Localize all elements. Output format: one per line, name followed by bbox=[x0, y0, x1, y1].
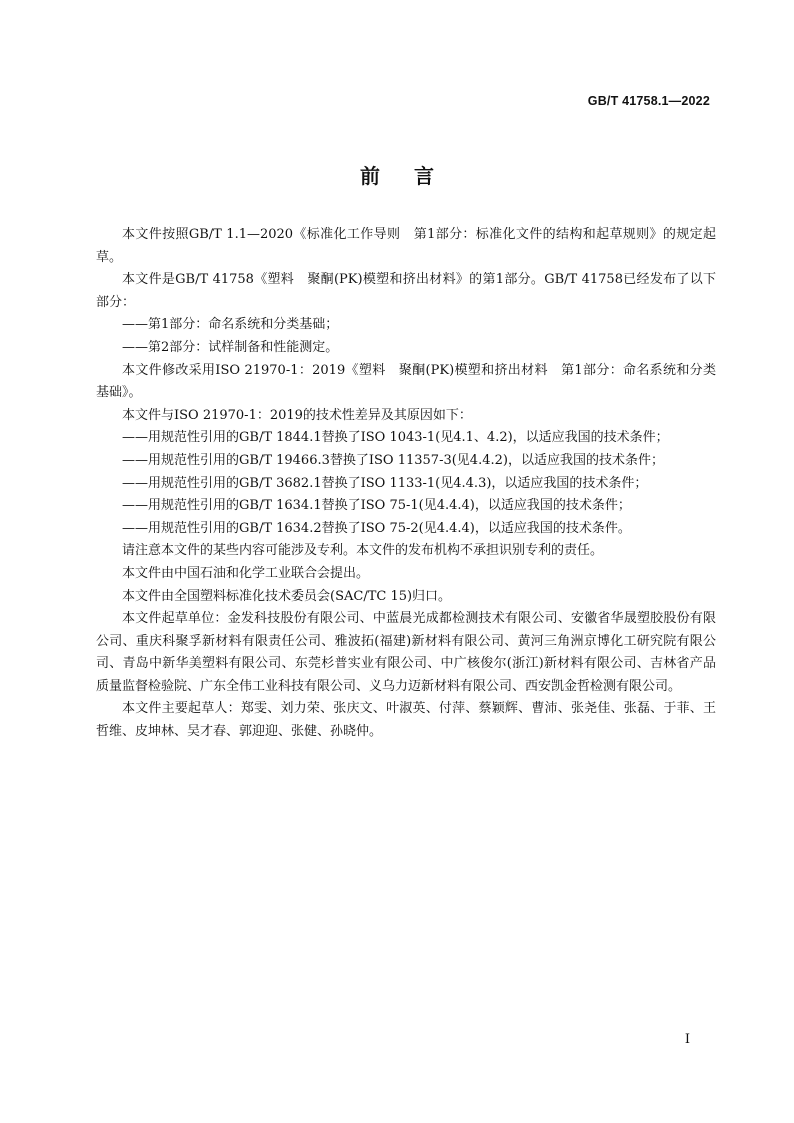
title-char-2: 言 bbox=[414, 164, 434, 188]
paragraph-drafting-rules: 本文件按照GB/T 1.1—2020《标准化工作导则 第1部分：标准化文件的结构和起草规则》的规定起草。 bbox=[96, 227, 716, 265]
list-item-difference-3: ——用规范性引用的GB/T 3682.1替换了ISO 1133-1(见4.4.3)，以适应我国的技术条件； bbox=[122, 475, 648, 491]
paragraph-patent-notice: 请注意本文件的某些内容可能涉及专利。本文件的发布机构不承担识别专利的责任。 bbox=[122, 543, 604, 559]
list-item-difference-5: ——用规范性引用的GB/T 1634.2替换了ISO 75-2(见4.4.4)，以适应我国的技术条件。 bbox=[122, 520, 631, 536]
page-title bbox=[0, 160, 794, 189]
list-item-difference-4: ——用规范性引用的GB/T 1634.1替换了ISO 75-1(见4.4.4)，以适应我国的技术条件； bbox=[122, 498, 631, 514]
list-item-part2: ——第2部分：试样制备和性能测定。 bbox=[122, 339, 339, 355]
list-item-difference-2: ——用规范性引用的GB/T 19466.3替换了ISO 11357-3(见4.4.2)，以适应我国的技术条件； bbox=[122, 452, 664, 468]
list-item-part1: ——第1部分：命名系统和分类基础； bbox=[122, 317, 339, 333]
paragraph-under-jurisdiction: 本文件由全国塑料标准化技术委员会(SAC/TC 15)归口。 bbox=[122, 588, 452, 604]
paragraph-series-parts: 本文件是GB/T 41758《塑料 聚酮(PK)模塑和挤出材料》的第1部分。GB/T 41758已经发布了以下部分： bbox=[96, 272, 716, 310]
paragraph-proposed-by: 本文件由中国石油和化学工业联合会提出。 bbox=[122, 565, 370, 581]
paragraph-drafting-organizations: 本文件起草单位：金发科技股份有限公司、中蓝晨光成都检测技术有限公司、安徽省华晟塑胶股份有限公司、重庆科聚孚新材料有限责任公司、雅波拓(福建)新材料有限公司、黄河三角洲京博化工研究院有限公司、青岛中新华美塑料有限公司、东莞杉普实业有限公司、中广核俊尔(浙江)新材料有限公司、吉林省产品质量监督检验院、广东全伟工业科技有限公司、义乌力迈新材料有限公司、西安凯金哲检测有限公司。 bbox=[96, 611, 716, 694]
page-number: I bbox=[684, 1032, 690, 1047]
paragraph-technical-differences: 本文件与ISO 21970-1：2019的技术性差异及其原因如下： bbox=[122, 407, 472, 423]
list-item-difference-1: ——用规范性引用的GB/T 1844.1替换了ISO 1043-1(见4.1、4.2)，以适应我国的技术条件； bbox=[122, 430, 669, 446]
paragraph-drafters: 本文件主要起草人：郑雯、刘力荣、张庆文、叶淑英、付萍、蔡颖辉、曹沛、张尧佳、张磊、于菲、王哲维、皮坤林、吴才春、郭迎迎、张健、孙晓仲。 bbox=[96, 701, 716, 740]
paragraph-iso-adoption: 本文件修改采用ISO 21970-1：2019《塑料 聚酮(PK)模塑和挤出材料 第1部分：命名系统和分类基础》。 bbox=[96, 362, 716, 401]
foreword-body bbox=[96, 224, 716, 744]
title-char-1: 前 bbox=[360, 164, 380, 188]
standard-number: GB/T 41758.1—2022 bbox=[587, 94, 710, 108]
